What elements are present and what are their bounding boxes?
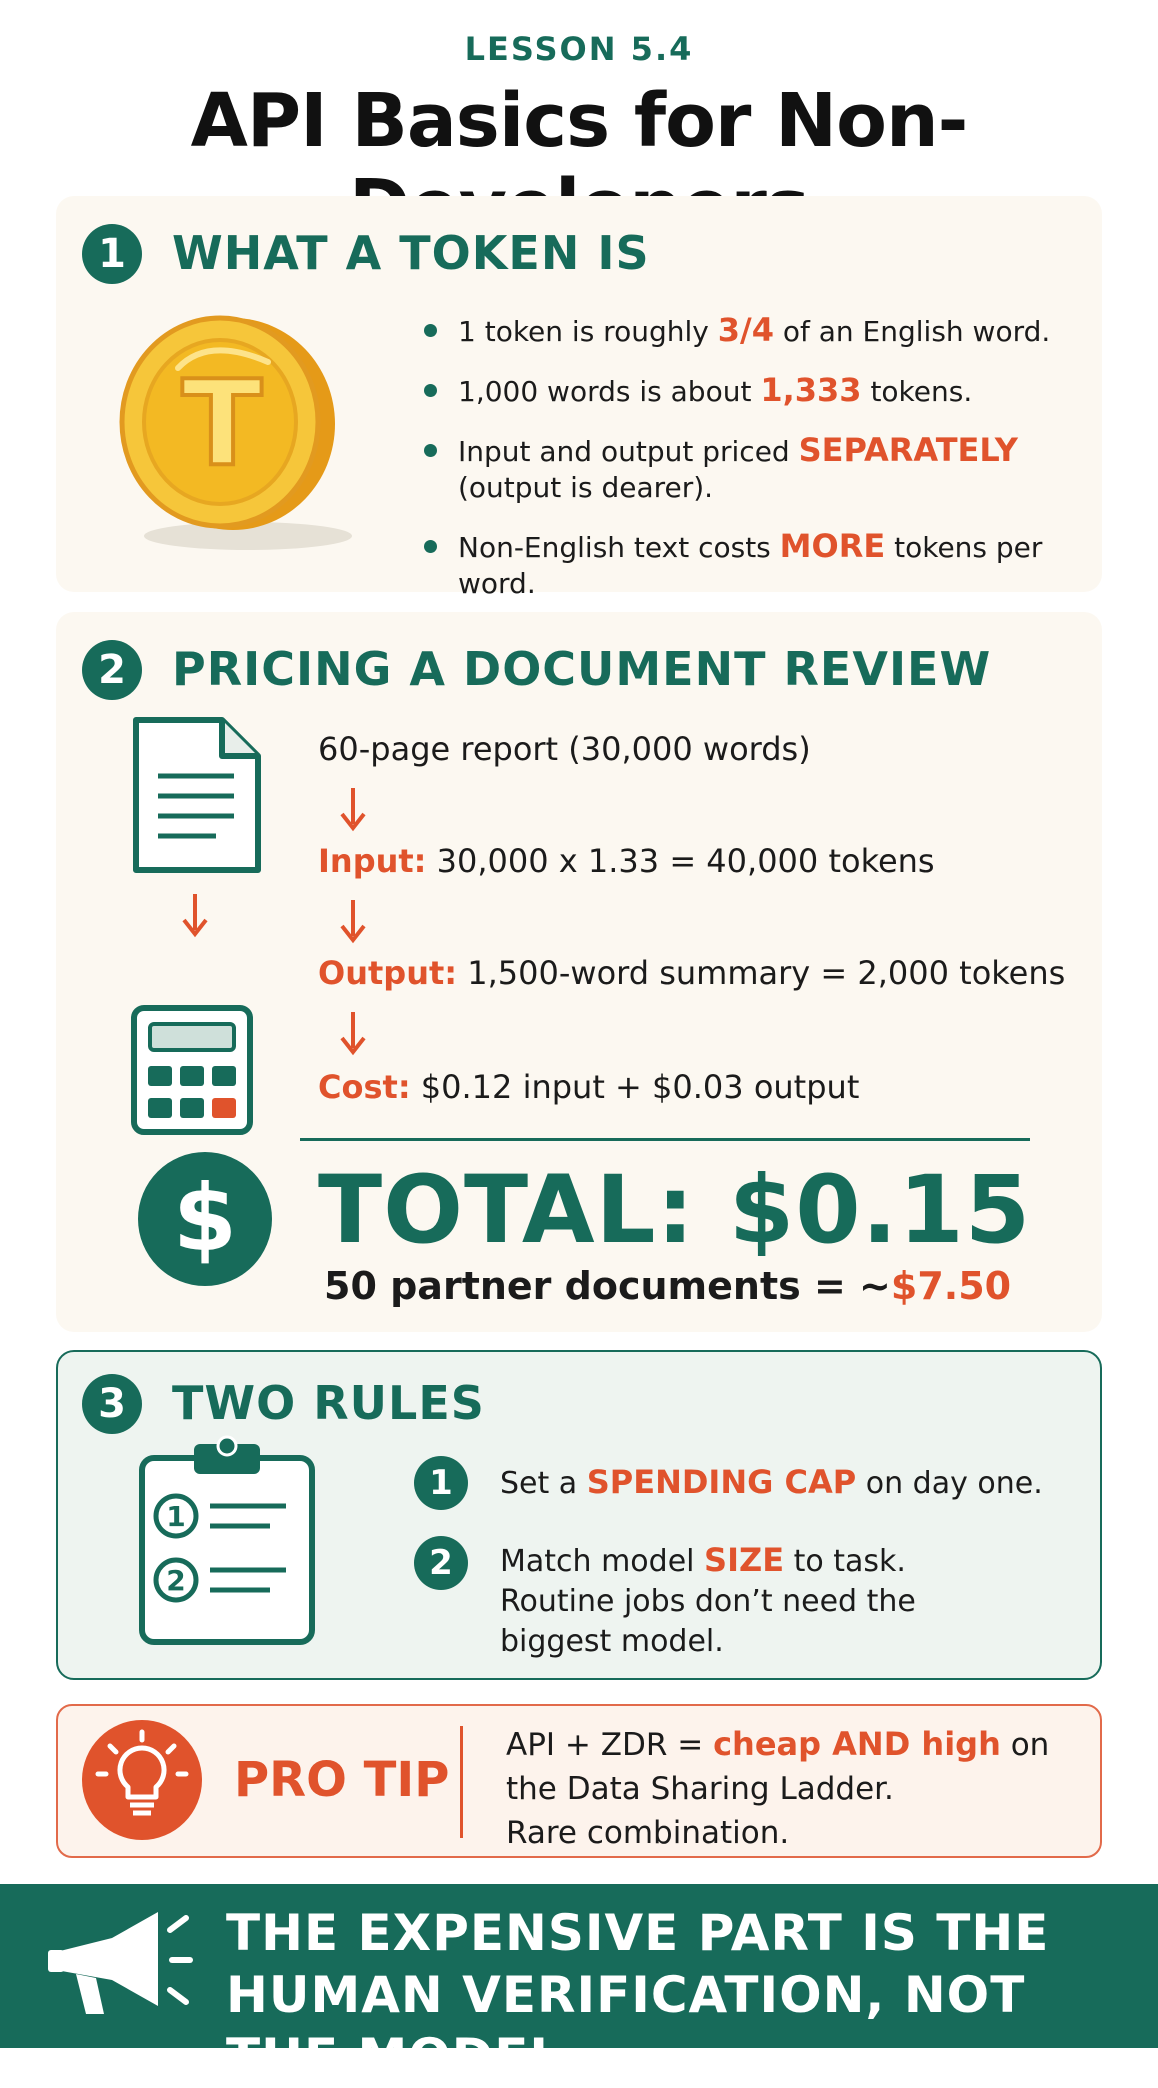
pricing-step-report: 60-page report (30,000 words)	[318, 730, 811, 768]
token-bullet: Non-English text costs MORE tokens per word.	[458, 528, 1078, 602]
section-title-rules: TWO RULES	[172, 1376, 485, 1430]
lesson-label: LESSON 5.4	[464, 30, 694, 68]
pricing-step-input: Input: 30,000 x 1.33 = 40,000 tokens	[318, 842, 935, 880]
arrow-down-icon	[338, 1010, 368, 1056]
section-number-2: 2	[82, 640, 142, 700]
arrow-down-icon	[338, 786, 368, 832]
pro-tip-label: PRO TIP	[234, 1752, 450, 1808]
rule-2-text: Match model SIZE to task. Routine jobs don’t need the biggest model.	[500, 1541, 916, 1659]
megaphone-icon	[42, 1902, 192, 2028]
pricing-step-cost: Cost: $0.12 input + $0.03 output	[318, 1068, 860, 1106]
calculator-icon	[130, 1004, 254, 1136]
clipboard-number: 2	[166, 1564, 186, 1597]
token-bullets	[458, 312, 1078, 602]
arrow-down-icon	[338, 898, 368, 944]
page-title: API Basics for Non-	[190, 78, 968, 164]
coin-letter: T	[181, 354, 263, 492]
pro-tip-text: API + ZDR = cheap AND high on the Data Sharing Ladder. Rare combination.	[506, 1725, 1050, 1851]
section-number-3: 3	[82, 1374, 142, 1434]
clipboard-number: 1	[166, 1500, 186, 1533]
token-bullet: Input and output priced SEPARATELY (output is dearer).	[458, 432, 1078, 506]
rule-1-text: Set a SPENDING CAP on day one.	[500, 1463, 1043, 1501]
document-icon	[130, 714, 264, 876]
pro-tip-divider	[460, 1726, 463, 1838]
total-amount: TOTAL: $0.15	[318, 1156, 1032, 1265]
dollar-icon: $	[138, 1152, 272, 1286]
pricing-step-output: Output: 1,500-word summary = 2,000 tokens	[318, 954, 1066, 992]
section-title-token: WHAT A TOKEN IS	[172, 226, 650, 280]
footer-message: THE EXPENSIVE PART IS THE HUMAN VERIFICATION, NOT THE MODEL.	[226, 1904, 1050, 2086]
rule-number-1: 1	[414, 1456, 468, 1510]
section-title-pricing: PRICING A DOCUMENT REVIEW	[172, 642, 992, 696]
rule-number-2: 2	[414, 1536, 468, 1590]
total-divider	[300, 1138, 1030, 1141]
token-bullet: 1,000 words is about 1,333 tokens.	[458, 372, 1078, 410]
lightbulb-icon	[80, 1718, 204, 1842]
arrow-down-icon	[180, 892, 210, 938]
coin-icon	[118, 296, 368, 560]
total-scaled: 50 partner documents = ~$7.50	[324, 1264, 1012, 1308]
section-number-1: 1	[82, 224, 142, 284]
token-bullet: 1 token is roughly 3/4 of an English word.	[458, 312, 1078, 350]
clipboard-icon	[136, 1434, 318, 1648]
